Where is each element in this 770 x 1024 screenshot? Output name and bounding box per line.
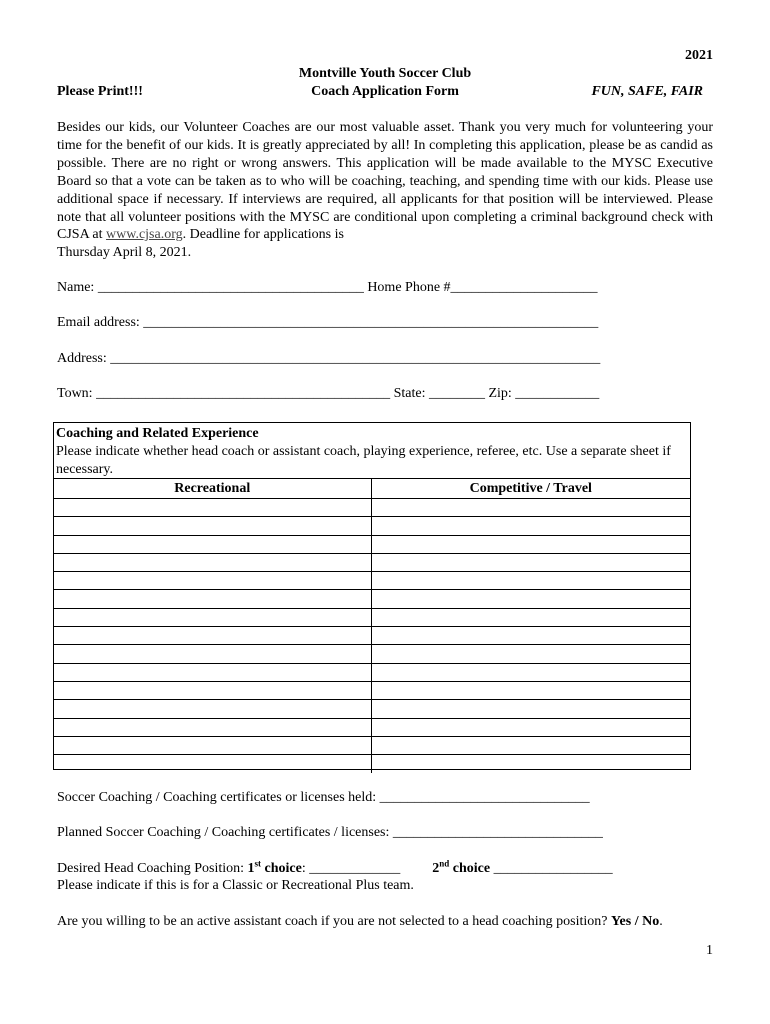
competitive-cell[interactable] xyxy=(371,517,690,535)
assistant-question-text: Are you willing to be an active assistant coach if you are not selected to a head coaching position? xyxy=(57,914,611,929)
competitive-cell[interactable] xyxy=(371,608,690,626)
recreational-cell[interactable] xyxy=(54,645,371,663)
intro-paragraph xyxy=(57,119,713,262)
recreational-cell[interactable] xyxy=(54,499,371,517)
email-field[interactable]: Email address: _________________________________________________________________ xyxy=(57,315,599,330)
experience-title: Coaching and Related Experience xyxy=(56,426,259,441)
certs-planned-field[interactable]: Planned Soccer Coaching / Coaching certificates / licenses: ______________________________ xyxy=(57,825,603,840)
recreational-cell[interactable] xyxy=(54,681,371,699)
competitive-cell[interactable] xyxy=(371,627,690,645)
cjsa-link[interactable]: www.cjsa.org xyxy=(106,227,183,243)
experience-box xyxy=(53,422,691,770)
page-number: 1 xyxy=(706,943,713,958)
intro-text: Besides our kids, our Volunteer Coaches are our most valuable asset. Thank you very much for volunteering your time for the benefit of our kids. It is greatly appreciated by all! In completing this application, please be as candid as possible. There are no right or wrong answers. This application will be made available to the MYSC Executive Board so that a vote can be taken as to who will be coaching, teaching, and spending time with our kids. Please use additional space if necessary. If interviews are required, all applicants for that position will be interviewed. Please note that all volunteer positions with the MYSC are conditional upon completing a criminal background check with CJSA at xyxy=(57,120,713,243)
recreational-cell[interactable] xyxy=(54,535,371,553)
table-row xyxy=(54,627,690,645)
competitive-cell[interactable] xyxy=(371,590,690,608)
table-row xyxy=(54,700,690,718)
recreational-cell[interactable] xyxy=(54,663,371,681)
recreational-cell[interactable] xyxy=(54,755,371,773)
col-competitive-travel: Competitive / Travel xyxy=(371,479,690,499)
form-year: 2021 xyxy=(685,48,713,63)
team-note: Please indicate if this is for a Classic or Recreational Plus team. xyxy=(57,878,414,893)
recreational-cell[interactable] xyxy=(54,517,371,535)
competitive-cell[interactable] xyxy=(371,663,690,681)
table-row xyxy=(54,535,690,553)
table-row xyxy=(54,553,690,571)
table-row xyxy=(54,645,690,663)
deadline-date: Thursday April 8, 2021. xyxy=(57,245,192,261)
table-row xyxy=(54,572,690,590)
club-name: Montville Youth Soccer Club xyxy=(298,66,472,81)
first-choice-label: 1st choice xyxy=(247,858,302,876)
competitive-cell[interactable] xyxy=(371,700,690,718)
club-motto: FUN, SAFE, FAIR xyxy=(591,84,703,99)
competitive-cell[interactable] xyxy=(371,755,690,773)
recreational-cell[interactable] xyxy=(54,553,371,571)
recreational-cell[interactable] xyxy=(54,700,371,718)
recreational-cell[interactable] xyxy=(54,608,371,626)
recreational-cell[interactable] xyxy=(54,718,371,736)
table-row xyxy=(54,517,690,535)
competitive-cell[interactable] xyxy=(371,718,690,736)
experience-instructions: Please indicate whether head coach or assistant coach, playing experience, referee, etc. Use a separate sheet if necessary. xyxy=(56,444,671,477)
experience-header xyxy=(54,423,690,479)
desired-position-label: Desired Head Coaching Position: xyxy=(57,861,248,876)
recreational-cell[interactable] xyxy=(54,590,371,608)
table-row xyxy=(54,499,690,517)
town-state-zip-field[interactable]: Town: __________________________________________ State: ________ Zip: ____________ xyxy=(57,386,600,401)
table-row xyxy=(54,663,690,681)
address-field[interactable]: Address: ______________________________________________________________________ xyxy=(57,351,601,366)
competitive-cell[interactable] xyxy=(371,645,690,663)
table-row xyxy=(54,590,690,608)
competitive-cell[interactable] xyxy=(371,736,690,754)
competitive-cell[interactable] xyxy=(371,553,690,571)
recreational-cell[interactable] xyxy=(54,627,371,645)
yes-no-choice[interactable]: Yes / No xyxy=(610,914,660,929)
table-row xyxy=(54,755,690,773)
recreational-cell[interactable] xyxy=(54,572,371,590)
col-recreational: Recreational xyxy=(54,479,371,499)
competitive-cell[interactable] xyxy=(371,535,690,553)
competitive-cell[interactable] xyxy=(371,681,690,699)
assistant-question: Are you willing to be an active assistant coach if you are not selected to a head coaching position? Yes / No. xyxy=(57,914,663,929)
table-row xyxy=(54,681,690,699)
competitive-cell[interactable] xyxy=(371,572,690,590)
second-choice-label: 2nd choice xyxy=(432,858,491,876)
table-row xyxy=(54,736,690,754)
name-phone-field[interactable]: Name: ______________________________________ Home Phone #_____________________ xyxy=(57,280,598,295)
certs-held-field[interactable]: Soccer Coaching / Coaching certificates or licenses held: ______________________________ xyxy=(57,790,590,805)
first-choice-blank[interactable]: : _____________ xyxy=(301,861,401,876)
table-row xyxy=(54,718,690,736)
please-print-note: Please Print!!! xyxy=(57,84,143,99)
experience-table xyxy=(54,478,690,773)
competitive-cell[interactable] xyxy=(371,499,690,517)
desired-position-field[interactable] xyxy=(57,858,613,877)
intro-deadline-lead: . Deadline for applications is xyxy=(182,227,344,243)
table-row xyxy=(54,608,690,626)
recreational-cell[interactable] xyxy=(54,736,371,754)
second-choice-blank[interactable]: _________________ xyxy=(490,861,613,876)
form-title: Coach Application Form xyxy=(311,84,459,99)
